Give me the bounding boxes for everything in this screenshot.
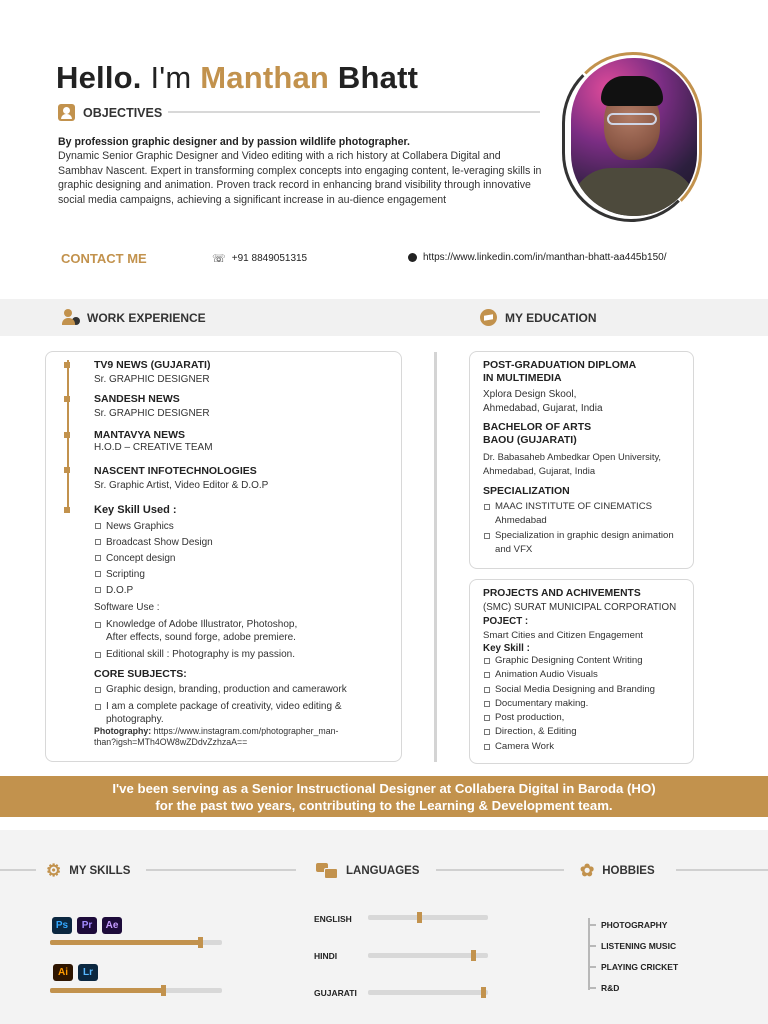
column-divider xyxy=(434,352,437,762)
timeline-dot xyxy=(64,467,70,473)
language-bar-knob xyxy=(471,950,476,961)
job-item xyxy=(94,429,213,453)
education-title: POST-GRADUATION DIPLOMA xyxy=(483,359,637,371)
core-subject-item-cont: photography. xyxy=(106,714,164,725)
skill-bar-knob xyxy=(198,937,203,948)
languages-heading-label: LANGUAGES xyxy=(346,864,420,877)
skill-bar-fill xyxy=(50,940,201,945)
job-company: MANTAVYA NEWS xyxy=(94,429,186,441)
profile-photo xyxy=(560,52,702,222)
specialization-item-cont: and VFX xyxy=(495,543,533,555)
globe-icon xyxy=(408,253,417,262)
key-skill-item: Scripting xyxy=(94,567,394,583)
education-location: Ahmedabad, Gujarat, India xyxy=(483,402,603,414)
banner-line-2: for the past two years, contributing to the Learning & Development team. xyxy=(155,798,613,813)
job-item xyxy=(94,393,210,419)
education-heading-label: MY EDUCATION xyxy=(505,310,597,325)
last-name: Bhatt xyxy=(337,60,419,95)
banner-line-1: I've been serving as a Senior Instructional Designer at Collabera Digital in Baroda (HO) xyxy=(112,781,656,796)
specialization-item: Specialization in graphic design animation xyxy=(483,529,688,543)
education-school: Dr. Babasaheb Ambedkar Open University, xyxy=(483,451,662,462)
specialization-item: MAAC INSTITUTE OF CINEMATICS xyxy=(483,500,688,514)
objectives-lead: By profession graphic designer and by passion wildlife photographer. xyxy=(58,136,411,148)
software-item: Editional skill : Photography is my passion. xyxy=(94,648,394,662)
education-school: Xplora Design Skool, xyxy=(483,389,577,400)
skills-heading-label: MY SKILLS xyxy=(69,864,131,877)
skill-bar-fill xyxy=(50,988,164,993)
job-role: Sr. GRAPHIC DESIGNER xyxy=(94,374,210,385)
project-skill-item: Camera Work xyxy=(483,740,691,754)
heading-rule xyxy=(0,869,36,871)
work-experience-heading xyxy=(62,309,206,326)
objectives-text xyxy=(58,135,544,207)
job-item xyxy=(94,465,268,491)
projects-list xyxy=(483,588,691,754)
key-skill-item: News Graphics xyxy=(94,519,394,535)
photoshop-icon: Ps xyxy=(52,917,72,934)
hobby-tick xyxy=(588,966,596,968)
after-effects-icon: Ae xyxy=(102,917,122,934)
education-location: Ahmedabad, Gujarat, India xyxy=(483,464,596,476)
graduation-cap-icon xyxy=(480,309,497,326)
page-title xyxy=(56,60,418,96)
core-subject-item: I am a complete package of creativity, video editing & xyxy=(94,700,394,714)
objectives-body: Dynamic Senior Graphic Designer and Video editing with a rich history at Collabera Digital and Sambhav Nascent. Expert in transforming complex concepts into engaging content, le-veraging skills in graphic designing and animation. Proven track record in enhancing brand visibility through innovative social media campaigns, achieving a significant increase in au-dience engagement xyxy=(58,150,542,206)
language-bar-track xyxy=(368,990,488,995)
job-company: TV9 NEWS (GUJARATI) xyxy=(94,359,211,371)
heading-rule xyxy=(146,869,296,871)
phone-icon: ☏ xyxy=(212,253,226,265)
work-heading-label: WORK EXPERIENCE xyxy=(87,310,206,325)
education-heading xyxy=(480,309,597,326)
language-label: GUJARATI xyxy=(314,988,357,998)
heading-rule xyxy=(436,869,564,871)
hobby-tick xyxy=(588,945,596,947)
phone-number: +91 8849051315 xyxy=(231,253,308,264)
objectives-divider xyxy=(168,111,540,113)
project-name: Smart Cities and Citizen Engagement xyxy=(483,629,643,641)
illustrator-icon: Ai xyxy=(53,964,73,981)
skills-heading xyxy=(46,862,130,879)
project-skill-item: Social Media Designing and Branding xyxy=(483,683,691,697)
software-heading: Software Use : xyxy=(94,602,160,613)
core-subject-item: Graphic design, branding, production and camerawork xyxy=(94,683,394,697)
specialization-item-cont: Ahmedabad xyxy=(495,514,547,526)
key-skill-item: Broadcast Show Design xyxy=(94,535,394,551)
first-name: Manthan xyxy=(200,60,330,95)
hobbies-heading-label: HOBBIES xyxy=(602,864,655,877)
language-bar-track xyxy=(368,915,488,920)
language-label: HINDI xyxy=(314,951,338,961)
education-title-cont: BAOU (GUJARATI) xyxy=(483,433,577,446)
projects-heading: PROJECTS AND ACHIVEMENTS xyxy=(483,588,641,599)
project-skill-item: Documentary making. xyxy=(483,697,691,711)
software-item-cont: After effects, sound forge, adobe premiere. xyxy=(106,632,296,643)
photography-link[interactable] xyxy=(94,726,394,748)
hobbies-heading xyxy=(580,862,655,879)
specialization-heading: SPECIALIZATION xyxy=(483,485,570,497)
summary-banner xyxy=(0,776,768,817)
person-check-icon xyxy=(62,309,79,326)
avatar xyxy=(571,58,697,216)
project-skill-item: Direction, & Editing xyxy=(483,725,691,739)
job-role: Sr. GRAPHIC DESIGNER xyxy=(94,408,210,419)
premiere-icon: Pr xyxy=(77,917,97,934)
education-title-cont: IN MULTIMEDIA xyxy=(483,371,562,384)
language-bar-knob xyxy=(417,912,422,923)
person-card-icon xyxy=(58,104,75,121)
language-label: ENGLISH xyxy=(314,914,352,924)
software-item: Knowledge of Adobe Illustrator, Photoshop, xyxy=(94,618,394,632)
greeting: Hello. xyxy=(56,60,142,95)
photography-url-2: than?igsh=MTh4OW8wZDdvZzhzaA== xyxy=(94,737,248,747)
project-skill-item: Animation Audio Visuals xyxy=(483,668,691,682)
objectives-heading-label: OBJECTIVES xyxy=(83,105,163,120)
chat-bubbles-icon xyxy=(316,862,338,879)
job-company: SANDESH NEWS xyxy=(94,393,180,405)
photography-url-1: https://www.instagram.com/photographer_man- xyxy=(153,726,339,736)
job-role: Sr. Graphic Artist, Video Editor & D.O.P xyxy=(94,480,269,491)
gear-icon: ⚙ xyxy=(46,861,62,880)
project-skill-item: Post production, xyxy=(483,711,691,725)
education-title: BACHELOR OF ARTS xyxy=(483,421,592,433)
timeline-dot xyxy=(64,362,70,368)
hobby-item: PLAYING CRICKET xyxy=(601,962,679,972)
greeting-im: I'm xyxy=(150,60,192,95)
project-key-skill-label: Key Skill : xyxy=(483,643,530,654)
timeline-dot xyxy=(64,507,70,513)
language-bar-track xyxy=(368,953,488,958)
timeline-dot xyxy=(64,396,70,402)
hobby-item: PHOTOGRAPHY xyxy=(601,920,668,930)
languages-heading xyxy=(316,862,419,879)
key-skill-item: Concept design xyxy=(94,551,394,567)
linkedin-url: https://www.linkedin.com/in/manthan-bhatt-aa445b150/ xyxy=(423,252,667,263)
lightroom-icon: Lr xyxy=(78,964,98,981)
objectives-heading xyxy=(58,104,162,121)
projects-org: (SMC) SURAT MUNICIPAL CORPORATION xyxy=(483,602,677,613)
heading-rule xyxy=(676,869,768,871)
language-bar-knob xyxy=(481,987,486,998)
hobby-tick xyxy=(588,987,596,989)
job-role: H.O.D – CREATIVE TEAM xyxy=(94,442,213,453)
core-subjects-heading: CORE SUBJECTS: xyxy=(94,668,187,680)
key-skill-heading: Key Skill Used : xyxy=(94,504,177,516)
hobby-tick xyxy=(588,924,596,926)
photography-label: Photography: xyxy=(94,726,152,736)
contact-label: CONTACT ME xyxy=(61,251,147,266)
project-skill-item: Graphic Designing Content Writing xyxy=(483,654,691,668)
key-skill-item: D.O.P xyxy=(94,583,394,599)
job-company: NASCENT INFOTECHNOLOGIES xyxy=(94,465,257,477)
skill-bar-knob xyxy=(161,985,166,996)
hobbies-icon: ✿ xyxy=(580,861,595,880)
contact-phone[interactable] xyxy=(212,252,307,265)
contact-linkedin[interactable] xyxy=(408,252,666,263)
hobby-item: LISTENING MUSIC xyxy=(601,941,677,951)
education-list xyxy=(483,359,688,556)
hobbies-tree-line xyxy=(588,918,590,990)
project-label: POJECT : xyxy=(483,615,529,627)
job-item xyxy=(94,359,210,385)
timeline-dot xyxy=(64,432,70,438)
key-skills-block xyxy=(94,504,394,727)
hobby-item: R&D xyxy=(601,983,620,993)
